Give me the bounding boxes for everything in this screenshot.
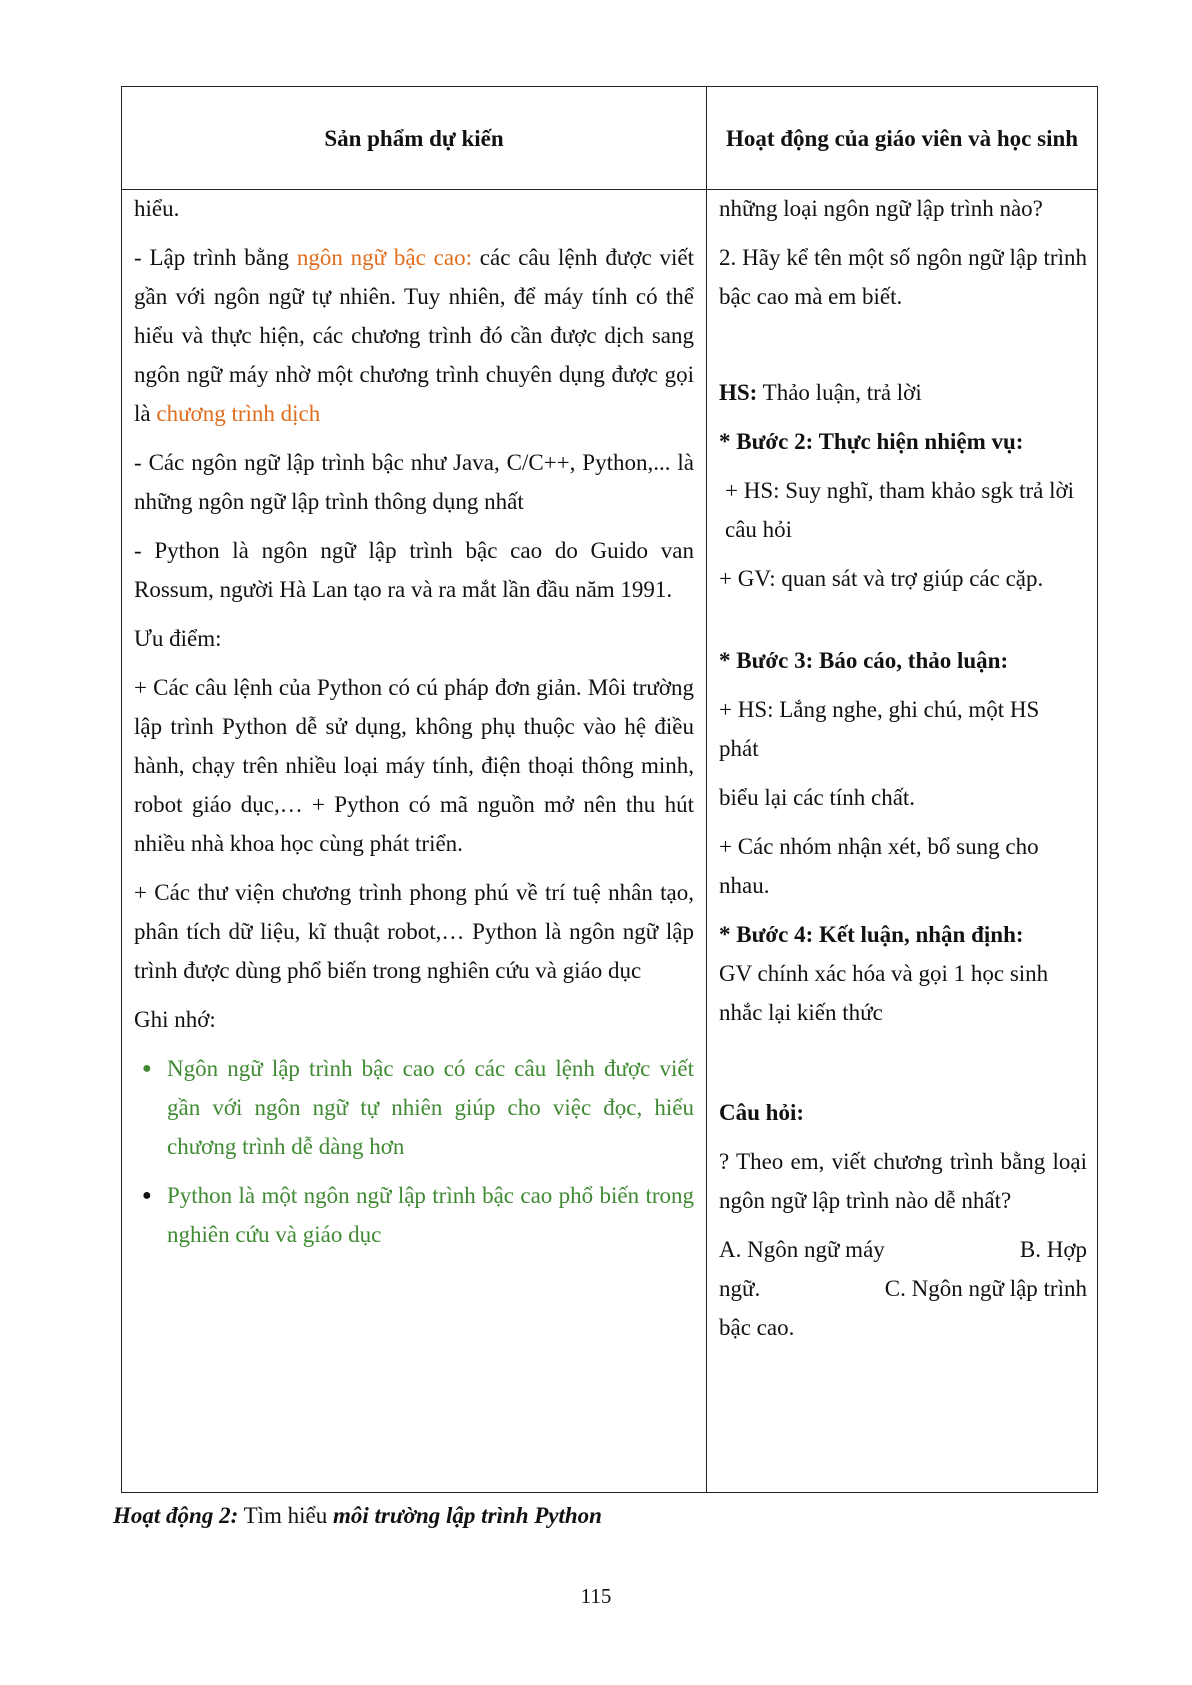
page-number: 115 xyxy=(580,1584,612,1608)
answer-row-2 xyxy=(719,1269,1087,1308)
left-p0: hiểu. xyxy=(134,196,180,221)
answer-row-1 xyxy=(719,1230,1087,1269)
left-p7: Ghi nhớ: xyxy=(134,1007,216,1032)
left-column xyxy=(134,189,694,1254)
right-r4: + HS: Suy nghĩ, tham khảo sgk trả lời câu hỏi xyxy=(725,478,1075,542)
bullet-icon: ● xyxy=(142,1187,152,1204)
question-heading: Câu hỏi: xyxy=(719,1100,804,1125)
answer-b: B. Hợp xyxy=(1019,1237,1087,1262)
left-p6: + Các thư viện chương trình phong phú về trí tuệ nhân tạo, phân tích dữ liệu, kĩ thuật robot,… Python là ngôn ngữ lập trình được dùng phổ biến trong nghiên cứu và giáo dục xyxy=(134,880,694,983)
term-compiler: chương trình dịch xyxy=(156,401,321,426)
right-r2: HS: Thảo luận, trả lời xyxy=(719,380,922,405)
header-expected-product: Sản phẩm dự kiến xyxy=(324,125,504,151)
left-p4: Ưu điểm: xyxy=(134,626,222,651)
note-bullet-1: ● Ngôn ngữ lập trình bậc cao có các câu lệnh được viết gần với ngôn ngữ tự nhiên giúp cho việc đọc, hiểu chương trình dễ dàng hơn xyxy=(134,1049,694,1166)
right-column xyxy=(719,189,1087,1347)
right-r5: + GV: quan sát và trợ giúp các cặp. xyxy=(719,566,1044,591)
step-2-heading: * Bước 2: Thực hiện nhiệm vụ: xyxy=(719,429,1024,454)
note-bullet-2: ● Python là một ngôn ngữ lập trình bậc cao phổ biến trong nghiên cứu và giáo dục xyxy=(134,1176,694,1254)
right-r10: GV chính xác hóa và gọi 1 học sinh nhắc lại kiến thức xyxy=(719,961,1049,1025)
left-p2: - Các ngôn ngữ lập trình bậc như Java, C/C++, Python,... là những ngôn ngữ lập trình thông dụng nhất xyxy=(134,450,694,514)
header-activities: Hoạt động của giáo viên và học sinh xyxy=(725,125,1079,151)
left-p5: + Các câu lệnh của Python có cú pháp đơn giản. Môi trường lập trình Python dễ sử dụng, không phụ thuộc vào hệ điều hành, chạy trên nhiều loại máy tính, điện thoại thông minh, robot giáo dục,… + Python có mã nguồn mở nên thu hút nhiều nhà khoa học cùng phát triển. xyxy=(134,675,694,856)
step-4-heading: * Bước 4: Kết luận, nhận định: xyxy=(719,922,1024,947)
right-r1: 2. Hãy kể tên một số ngôn ngữ lập trình bậc cao mà em biết. xyxy=(719,245,1087,309)
activity-2-caption: Hoạt động 2: Tìm hiểu môi trường lập trình Python xyxy=(113,1503,602,1528)
term-high-level-language: ngôn ngữ bậc cao: xyxy=(296,245,472,270)
right-r0: những loại ngôn ngữ lập trình nào? xyxy=(719,196,1043,221)
left-p3: - Python là ngôn ngữ lập trình bậc cao do Guido van Rossum, người Hà Lan tạo ra và ra mắt lần đầu năm 1991. xyxy=(134,538,694,602)
step-3-heading: * Bước 3: Báo cáo, thảo luận: xyxy=(719,648,1009,673)
question-text: ? Theo em, viết chương trình bằng loại ngôn ngữ lập trình nào dễ nhất? xyxy=(719,1149,1087,1213)
answer-c-cont: bậc cao. xyxy=(719,1315,795,1340)
answer-a: A. Ngôn ngữ máy xyxy=(719,1237,885,1262)
right-r7a: + HS: Lắng nghe, ghi chú, một HS phát xyxy=(719,697,1040,761)
lesson-table xyxy=(121,86,1098,1493)
answer-c: C. Ngôn ngữ lập trình xyxy=(884,1276,1087,1301)
left-p1: - Lập trình bằng ngôn ngữ bậc cao: các câu lệnh được viết gần với ngôn ngữ tự nhiên. Tuy nhiên, để máy tính có thể hiểu và thực hiện, các chương trình đó cần được dịch sang ngôn ngữ máy nhờ một chương trình chuyên dụng được gọi là chương trình dịch xyxy=(134,245,694,426)
column-divider xyxy=(706,87,707,1492)
right-r7b: biểu lại các tính chất. xyxy=(719,785,916,810)
answer-b-cont: ngữ. xyxy=(719,1276,761,1301)
right-r8: + Các nhóm nhận xét, bổ sung cho nhau. xyxy=(719,834,1039,898)
bullet-icon: ● xyxy=(142,1060,152,1077)
